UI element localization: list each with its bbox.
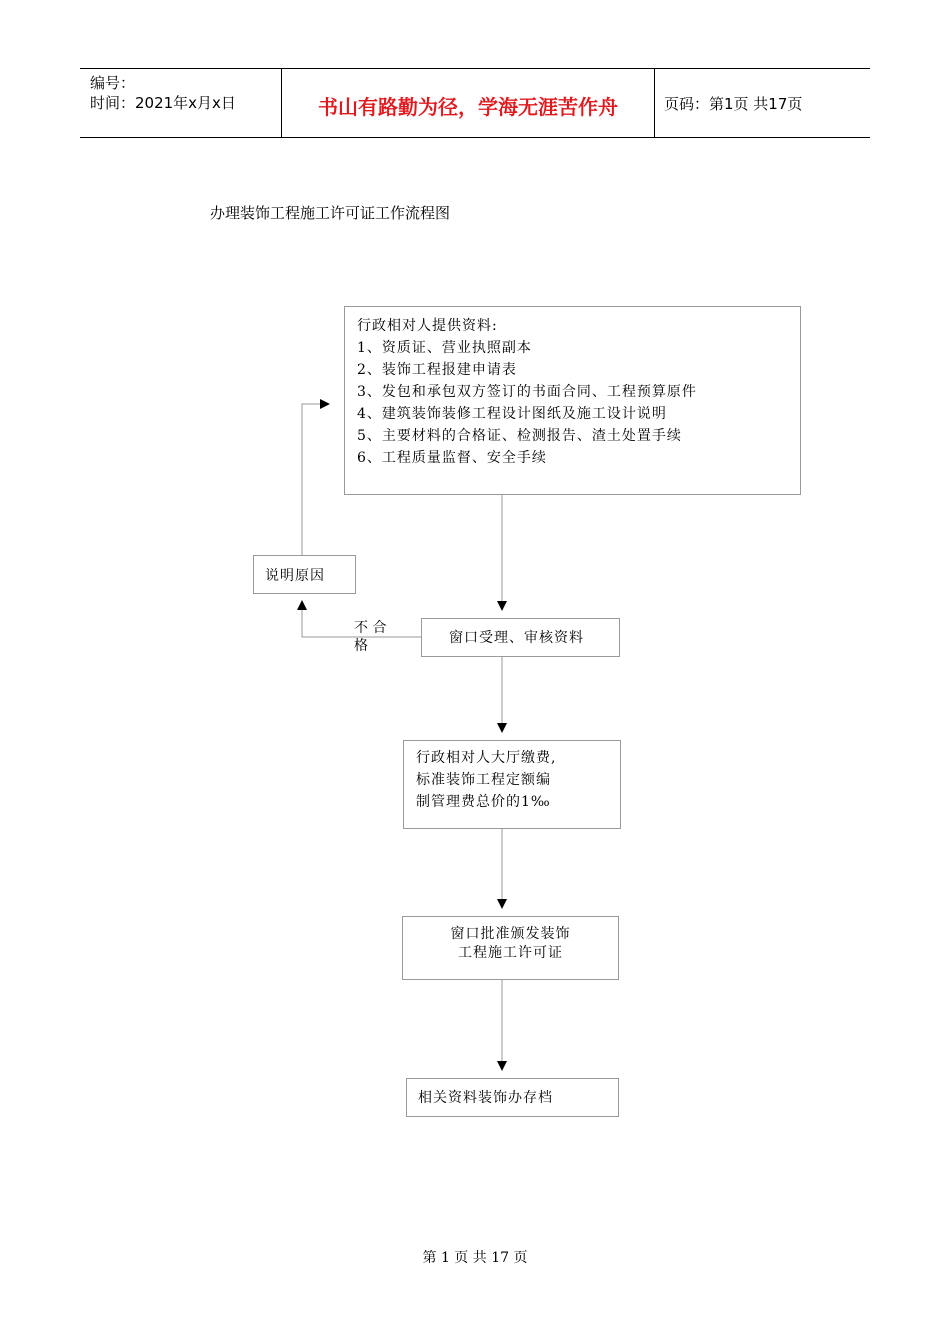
materials-item: 6、工程质量监督、安全手续	[357, 450, 547, 466]
approve-box	[402, 916, 619, 980]
fail-label-line2: 格	[354, 638, 368, 654]
approve-line1: 窗口批准颁发装饰	[450, 926, 571, 942]
materials-item: 1、资质证、营业执照副本	[357, 340, 532, 356]
page-footer: 第 1 页 共 17 页	[422, 1250, 528, 1266]
materials-item: 2、装饰工程报建申请表	[357, 362, 517, 378]
header-motto: 书山有路勤为径，学海无涯苦作舟	[318, 95, 618, 119]
date-label: 时间：2021年x月x日	[90, 94, 236, 112]
materials-item: 3、发包和承包双方签订的书面合同、工程预算原件	[357, 384, 697, 400]
materials-item: 4、建筑装饰装修工程设计图纸及施工设计说明	[357, 406, 667, 422]
fee-line2: 标准装饰工程定额编	[416, 772, 551, 788]
fee-line3: 制管理费总价的1‰	[416, 794, 551, 810]
window-accept-box	[421, 618, 620, 657]
fee-box	[403, 740, 621, 829]
document-title: 办理装饰工程施工许可证工作流程图	[210, 204, 451, 222]
materials-item: 5、主要材料的合格证、检测报告、渣土处置手续	[357, 428, 682, 444]
materials-box	[344, 306, 801, 495]
fee-line1: 行政相对人大厅缴费,	[416, 750, 557, 766]
number-label: 编号：	[90, 74, 136, 92]
header-page-number: 页码：第1页 共17页	[664, 95, 803, 113]
materials-title: 行政相对人提供资料:	[357, 318, 498, 334]
archive-box	[406, 1078, 619, 1117]
fail-label-line1: 不 合	[354, 620, 387, 636]
approve-line2: 工程施工许可证	[458, 945, 563, 961]
arrow-reason-to-materials	[302, 404, 329, 555]
window-accept-label: 窗口受理、审核资料	[449, 630, 584, 646]
explain-reason-box	[253, 555, 356, 594]
explain-reason-label: 说明原因	[265, 568, 325, 584]
archive-label: 相关资料装饰办存档	[418, 1090, 553, 1106]
